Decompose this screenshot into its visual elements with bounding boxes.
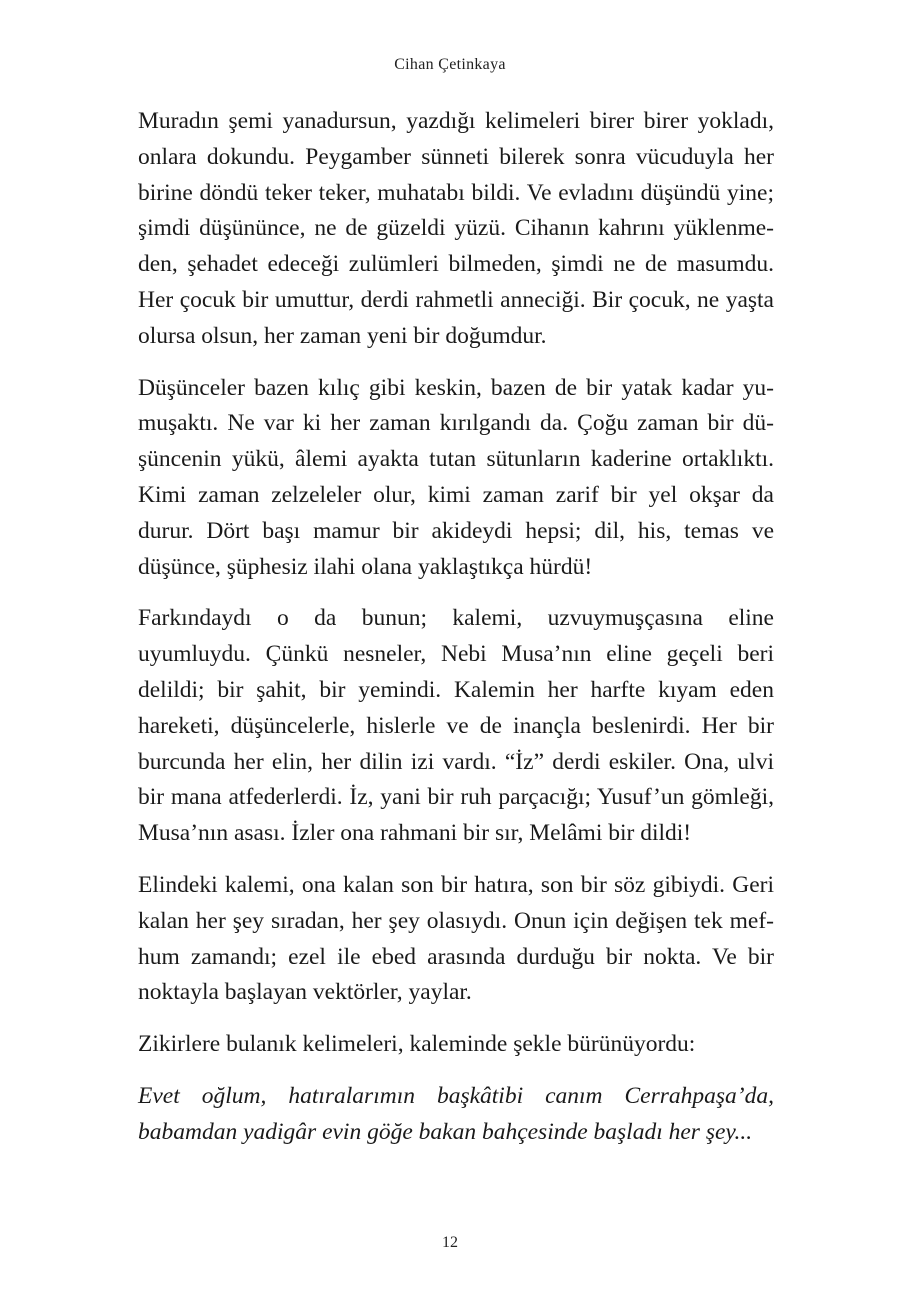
running-header-author: Cihan Çetinkaya (394, 56, 506, 73)
page-number: 12 (442, 1234, 458, 1251)
body-text (138, 104, 774, 1167)
paragraph-4: Elindeki kalemi, ona kalan son bir hatıra, son bir söz gibiydi. Geri kalan her şey sıradan, her şey olasıydı. Onun için değişen tek mef-hum zamandı; ezel ile ebed arasında durduğu bir nokta. Ve bir noktayla başlayan vektörler, yaylar. (138, 871, 774, 1006)
paragraph-6-italic-quote: Evet oğlum, hatıralarımın başkâtibi canım Cerrahpaşa’da, babamdan yadigâr evin göğe bakan bahçesinde başladı her şey... (138, 1082, 774, 1145)
paragraph-2: Düşünceler bazen kılıç gibi keskin, bazen de bir yatak kadar yu-muşaktı. Ne var ki her zaman kırılgandı da. Çoğu zaman bir dü-şüncenin yükü, âlemi ayakta tutan sütunların kaderine ortaklıktı. Kimi zaman zelzeleler olur, kimi zaman zarif bir yel okşar da durur. Dört başı mamur bir akideydi hepsi; dil, his, temas ve düşünce, şüphesiz ilahi olana yaklaştıkça hürdü! (138, 374, 774, 580)
paragraph-1: Muradın şemi yanadursun, yazdığı kelimeleri birer birer yokladı, onlara dokundu. Peygamber sünneti bilerek sonra vücuduyla her birine döndü teker teker, muhatabı bildi. Ve evladını düşündü yine; şimdi düşününce, ne de güzeldi yüzü. Cihanın kahrını yüklenme-den, şehadet edeceği zulümleri bilmeden, şimdi ne de masumdu. Her çocuk bir umuttur, derdi rahmetli anneciği. Bir çocuk, ne yaşta olursa olsun, her zaman yeni bir doğumdur. (138, 108, 774, 349)
paragraph-5: Zikirlere bulanık kelimeleri, kaleminde şekle bürünüyordu: (138, 1031, 696, 1058)
paragraph-3: Farkındaydı o da bunun; kalemi, uzvuymuşçasına eline uyumluydu. Çünkü nesneler, Nebi Musa’nın eline geçeli beri delildi; bir şahit, bir yemindi. Kalemin her harfte kıyam eden hareketi, düşüncelerle, hislerle ve de inançla beslenirdi. Her bir burcunda her elin, her dilin izi vardı. “İz” derdi eskiler. Ona, ulvi bir mana atfederlerdi. İz, yani bir ruh parçacığı; Yusuf’un gömleği, Musa’nın asası. İzler ona rahmani bir sır, Melâmi bir dildi! (138, 605, 774, 847)
